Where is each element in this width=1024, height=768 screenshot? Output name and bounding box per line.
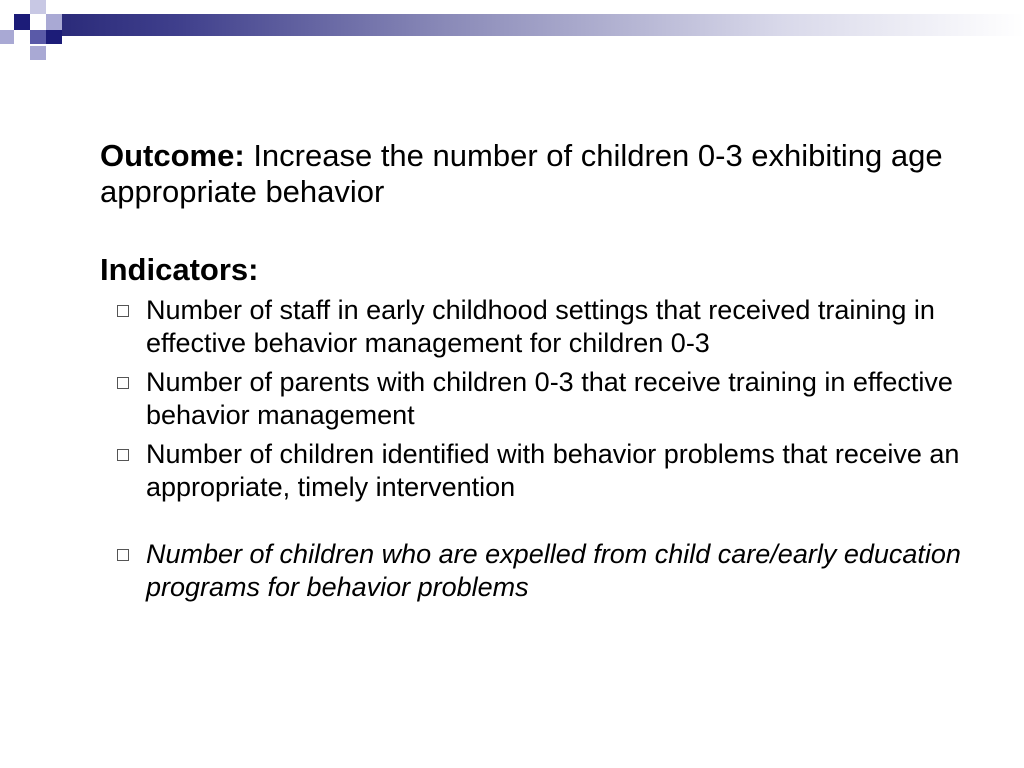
header-decoration <box>0 0 1024 62</box>
deco-square <box>0 30 14 44</box>
deco-square <box>46 30 62 44</box>
indicators-heading: Indicators: <box>100 252 259 287</box>
indicator-item <box>100 438 980 504</box>
indicator-text: Number of children who are expelled from child care/early education programs for behavior problems <box>146 539 961 602</box>
outcome-label: Outcome: <box>100 138 245 173</box>
indicator-text: Number of staff in early childhood settings that received training in effective behavior management for children 0-3 <box>146 295 935 358</box>
deco-square <box>30 46 46 60</box>
square-bullet-icon <box>117 305 129 317</box>
square-bullet-icon <box>117 549 129 561</box>
slide-content <box>100 138 980 610</box>
outcome-statement <box>100 138 980 210</box>
deco-square <box>30 0 46 14</box>
indicator-item <box>100 294 980 360</box>
indicator-text: Number of parents with children 0-3 that receive training in effective behavior management <box>146 367 953 430</box>
indicator-text: Number of children identified with behavior problems that receive an appropriate, timely intervention <box>146 439 960 502</box>
indicator-list <box>100 294 980 604</box>
square-bullet-icon <box>117 449 129 461</box>
header-gradient-bar <box>62 14 1024 36</box>
outcome-text: Increase the number of children 0-3 exhibiting age appropriate behavior <box>100 138 943 209</box>
deco-square <box>46 14 62 30</box>
indicator-item <box>100 366 980 432</box>
deco-square <box>30 30 46 44</box>
indicator-item <box>100 538 980 604</box>
square-bullet-icon <box>117 377 129 389</box>
deco-square <box>14 14 30 30</box>
